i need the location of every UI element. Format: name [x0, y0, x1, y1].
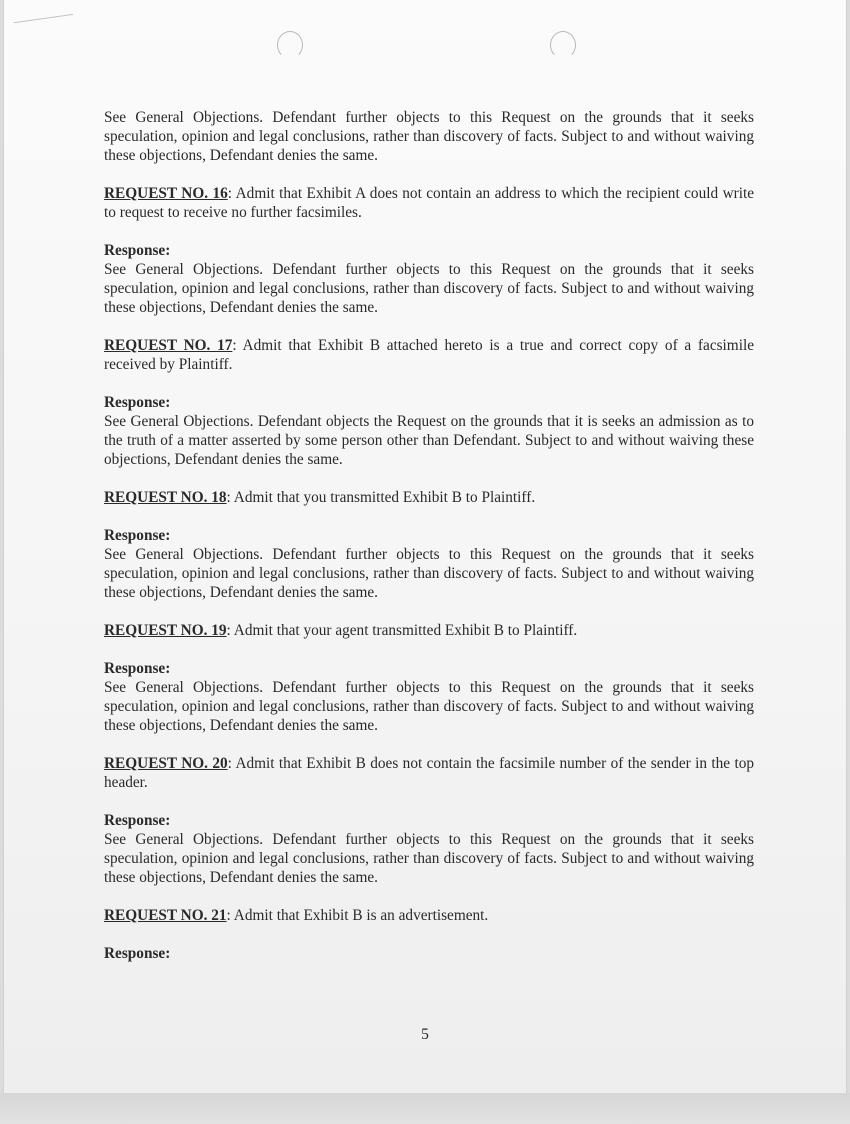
response-text: See General Objections. Defendant further objects to this Request on the grounds that it seeks speculation, opinion and legal conclusions, rather than discovery of facts. Subject to and without waiving these objections, Defendant denies the same. — [104, 831, 754, 886]
scan-bottom-edge — [0, 1093, 850, 1124]
punch-hole-left — [277, 31, 303, 59]
request-label: REQUEST NO. 20 — [104, 755, 228, 772]
request-label: REQUEST NO. 17 — [104, 337, 233, 354]
request-label: REQUEST NO. 19 — [104, 622, 227, 639]
response-text: See General Objections. Defendant further objects to this Request on the grounds that it seeks speculation, opinion and legal conclusions, rather than discovery of facts. Subject to and without waiving these objections, Defendant denies the same. — [104, 679, 754, 734]
request-text: : Admit that Exhibit B is an advertisement. — [226, 907, 489, 924]
response-item — [104, 393, 754, 469]
request-paragraph — [104, 754, 754, 792]
response-item — [104, 241, 754, 317]
response-label: Response: — [104, 660, 171, 677]
request-text: : Admit that Exhibit B attached hereto is a true and correct copy of a facsimile received by Plaintiff. — [104, 337, 754, 373]
response-label: Response: — [104, 945, 171, 962]
document-body — [104, 108, 754, 982]
response-continuation — [104, 108, 754, 165]
response-text: See General Objections. Defendant further objects to this Request on the grounds that it seeks speculation, opinion and legal conclusions, rather than discovery of facts. Subject to and without waiving these objections, Defendant denies the same. — [104, 546, 754, 601]
response-label: Response: — [104, 812, 171, 829]
request-label: REQUEST NO. 21 — [104, 907, 227, 924]
response-item — [104, 526, 754, 602]
request-paragraph — [104, 621, 754, 640]
request-paragraph — [104, 906, 754, 925]
request-item — [104, 336, 754, 374]
request-item — [104, 906, 754, 925]
request-text: : Admit that Exhibit A does not contain an address to which the recipient could write to request to receive no further facsimiles. — [104, 185, 754, 221]
request-item — [104, 621, 754, 640]
response-label: Response: — [104, 394, 171, 411]
request-text: : Admit that Exhibit B does not contain the facsimile number of the sender in the top header. — [104, 755, 755, 791]
request-paragraph — [104, 336, 754, 374]
response-label: Response: — [104, 242, 171, 259]
response-text: See General Objections. Defendant further objects to this Request on the grounds that it seeks speculation, opinion and legal conclusions, rather than discovery of facts. Subject to and without waiving these objections, Defendant denies the same. — [104, 261, 754, 316]
request-label: REQUEST NO. 18 — [104, 489, 227, 506]
request-paragraph — [104, 488, 754, 507]
page-number: 5 — [421, 1026, 429, 1043]
request-text: : Admit that you transmitted Exhibit B to Plaintiff. — [226, 489, 536, 506]
response-label: Response: — [104, 527, 171, 544]
request-item — [104, 754, 754, 792]
request-text: : Admit that your agent transmitted Exhibit B to Plaintiff. — [226, 622, 578, 639]
response-item — [104, 659, 754, 735]
response-item — [104, 944, 754, 963]
punch-hole-right — [550, 31, 576, 59]
response-text: See General Objections. Defendant objects the Request on the grounds that it is seeks an admission as to the truth of a matter asserted by some person other than Defendant. Subject to and without waiving these objections, Defendant denies the same. — [104, 413, 754, 468]
request-label: REQUEST NO. 16 — [104, 185, 228, 202]
response-text: See General Objections. Defendant further objects to this Request on the grounds that it seeks speculation, opinion and legal conclusions, rather than discovery of facts. Subject to and without waiving these objections, Defendant denies the same. — [104, 109, 754, 164]
request-paragraph — [104, 184, 754, 222]
response-item — [104, 811, 754, 887]
request-item — [104, 488, 754, 507]
request-item — [104, 184, 754, 222]
scan-mark — [14, 14, 75, 33]
